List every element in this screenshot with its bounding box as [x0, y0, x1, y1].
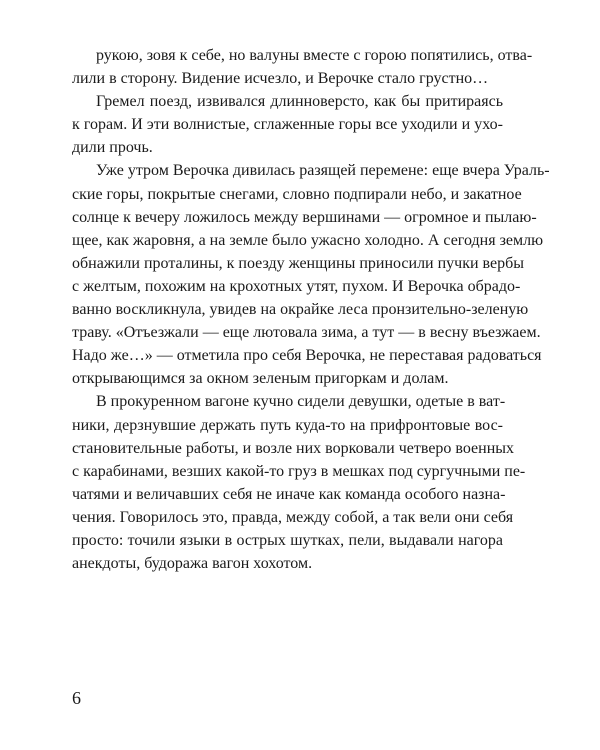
text-line: лили в сторону. Видение исчезло, и Верочке стало грустно… — [72, 70, 489, 88]
text-line: Надо же…» — отметила про себя Верочка, не переставая радоваться — [72, 347, 542, 365]
text-line: с желтым, похожим на крохотных утят, пухом. И Верочка обрадо- — [72, 277, 521, 295]
text-line: траву. «Отъезжали — еще лютовала зима, а тут — в весну въезжаем. — [72, 324, 541, 342]
page-body — [72, 44, 550, 575]
text-line: анекдоты, будоража вагон хохотом. — [72, 555, 313, 573]
text-line: просто: точили языки в острых шутках, пели, выдавали нагора — [72, 531, 503, 549]
text-line: ванно воскликнула, увидев на окрайке леса пронзительно-зеленую — [72, 301, 529, 319]
text-line: рукою, зовя к себе, но валуны вместе с горою попятились, отва- — [96, 47, 533, 64]
text-line: к горам. И эти волнистые, сглаженные горы все уходили и ухо- — [72, 116, 503, 134]
paragraph — [72, 390, 526, 575]
text-line: с карабинами, везших какой-то груз в мешках под сургучными пе- — [72, 462, 526, 480]
paragraph — [72, 90, 503, 159]
text-line: дили прочь. — [72, 139, 153, 157]
text-line: чения. Говорилось это, правда, между собой, а так вели они себя — [72, 508, 514, 526]
text-line: солнце к вечеру ложилось между вершинами — огромное и пылаю- — [72, 208, 537, 226]
text-line: чатями и величавших себя не иначе как команда особого назна- — [72, 485, 506, 503]
text-line: ские горы, покрытые снегами, словно подпирали небо, и закатное — [72, 185, 522, 203]
text-line: В прокуренном вагоне кучно сидели девушки, одетые в ват- — [96, 393, 506, 411]
paragraph — [72, 44, 533, 90]
text-line: открывающимся за окном зеленым пригоркам и долам. — [72, 370, 449, 388]
paragraph — [72, 159, 550, 390]
text-line: щее, как жаровня, а на земле было ужасно холодно. А сегодня землю — [72, 231, 544, 249]
text-line: ники, дерзнувшие держать путь куда-то на прифронтовые вос- — [72, 416, 503, 434]
page-number: 6 — [72, 688, 81, 708]
text-line: Уже утром Верочка дивилась разящей перемене: еще вчера Ураль- — [96, 162, 550, 180]
text-line: обнажили проталины, к поезду женщины приносили пучки вербы — [72, 254, 525, 272]
text-line: становительные работы, и возле них ворковали четверо военных — [72, 439, 515, 457]
text-line: Гремел поезд, извивался длинноверсто, как бы притираясь — [96, 93, 503, 111]
